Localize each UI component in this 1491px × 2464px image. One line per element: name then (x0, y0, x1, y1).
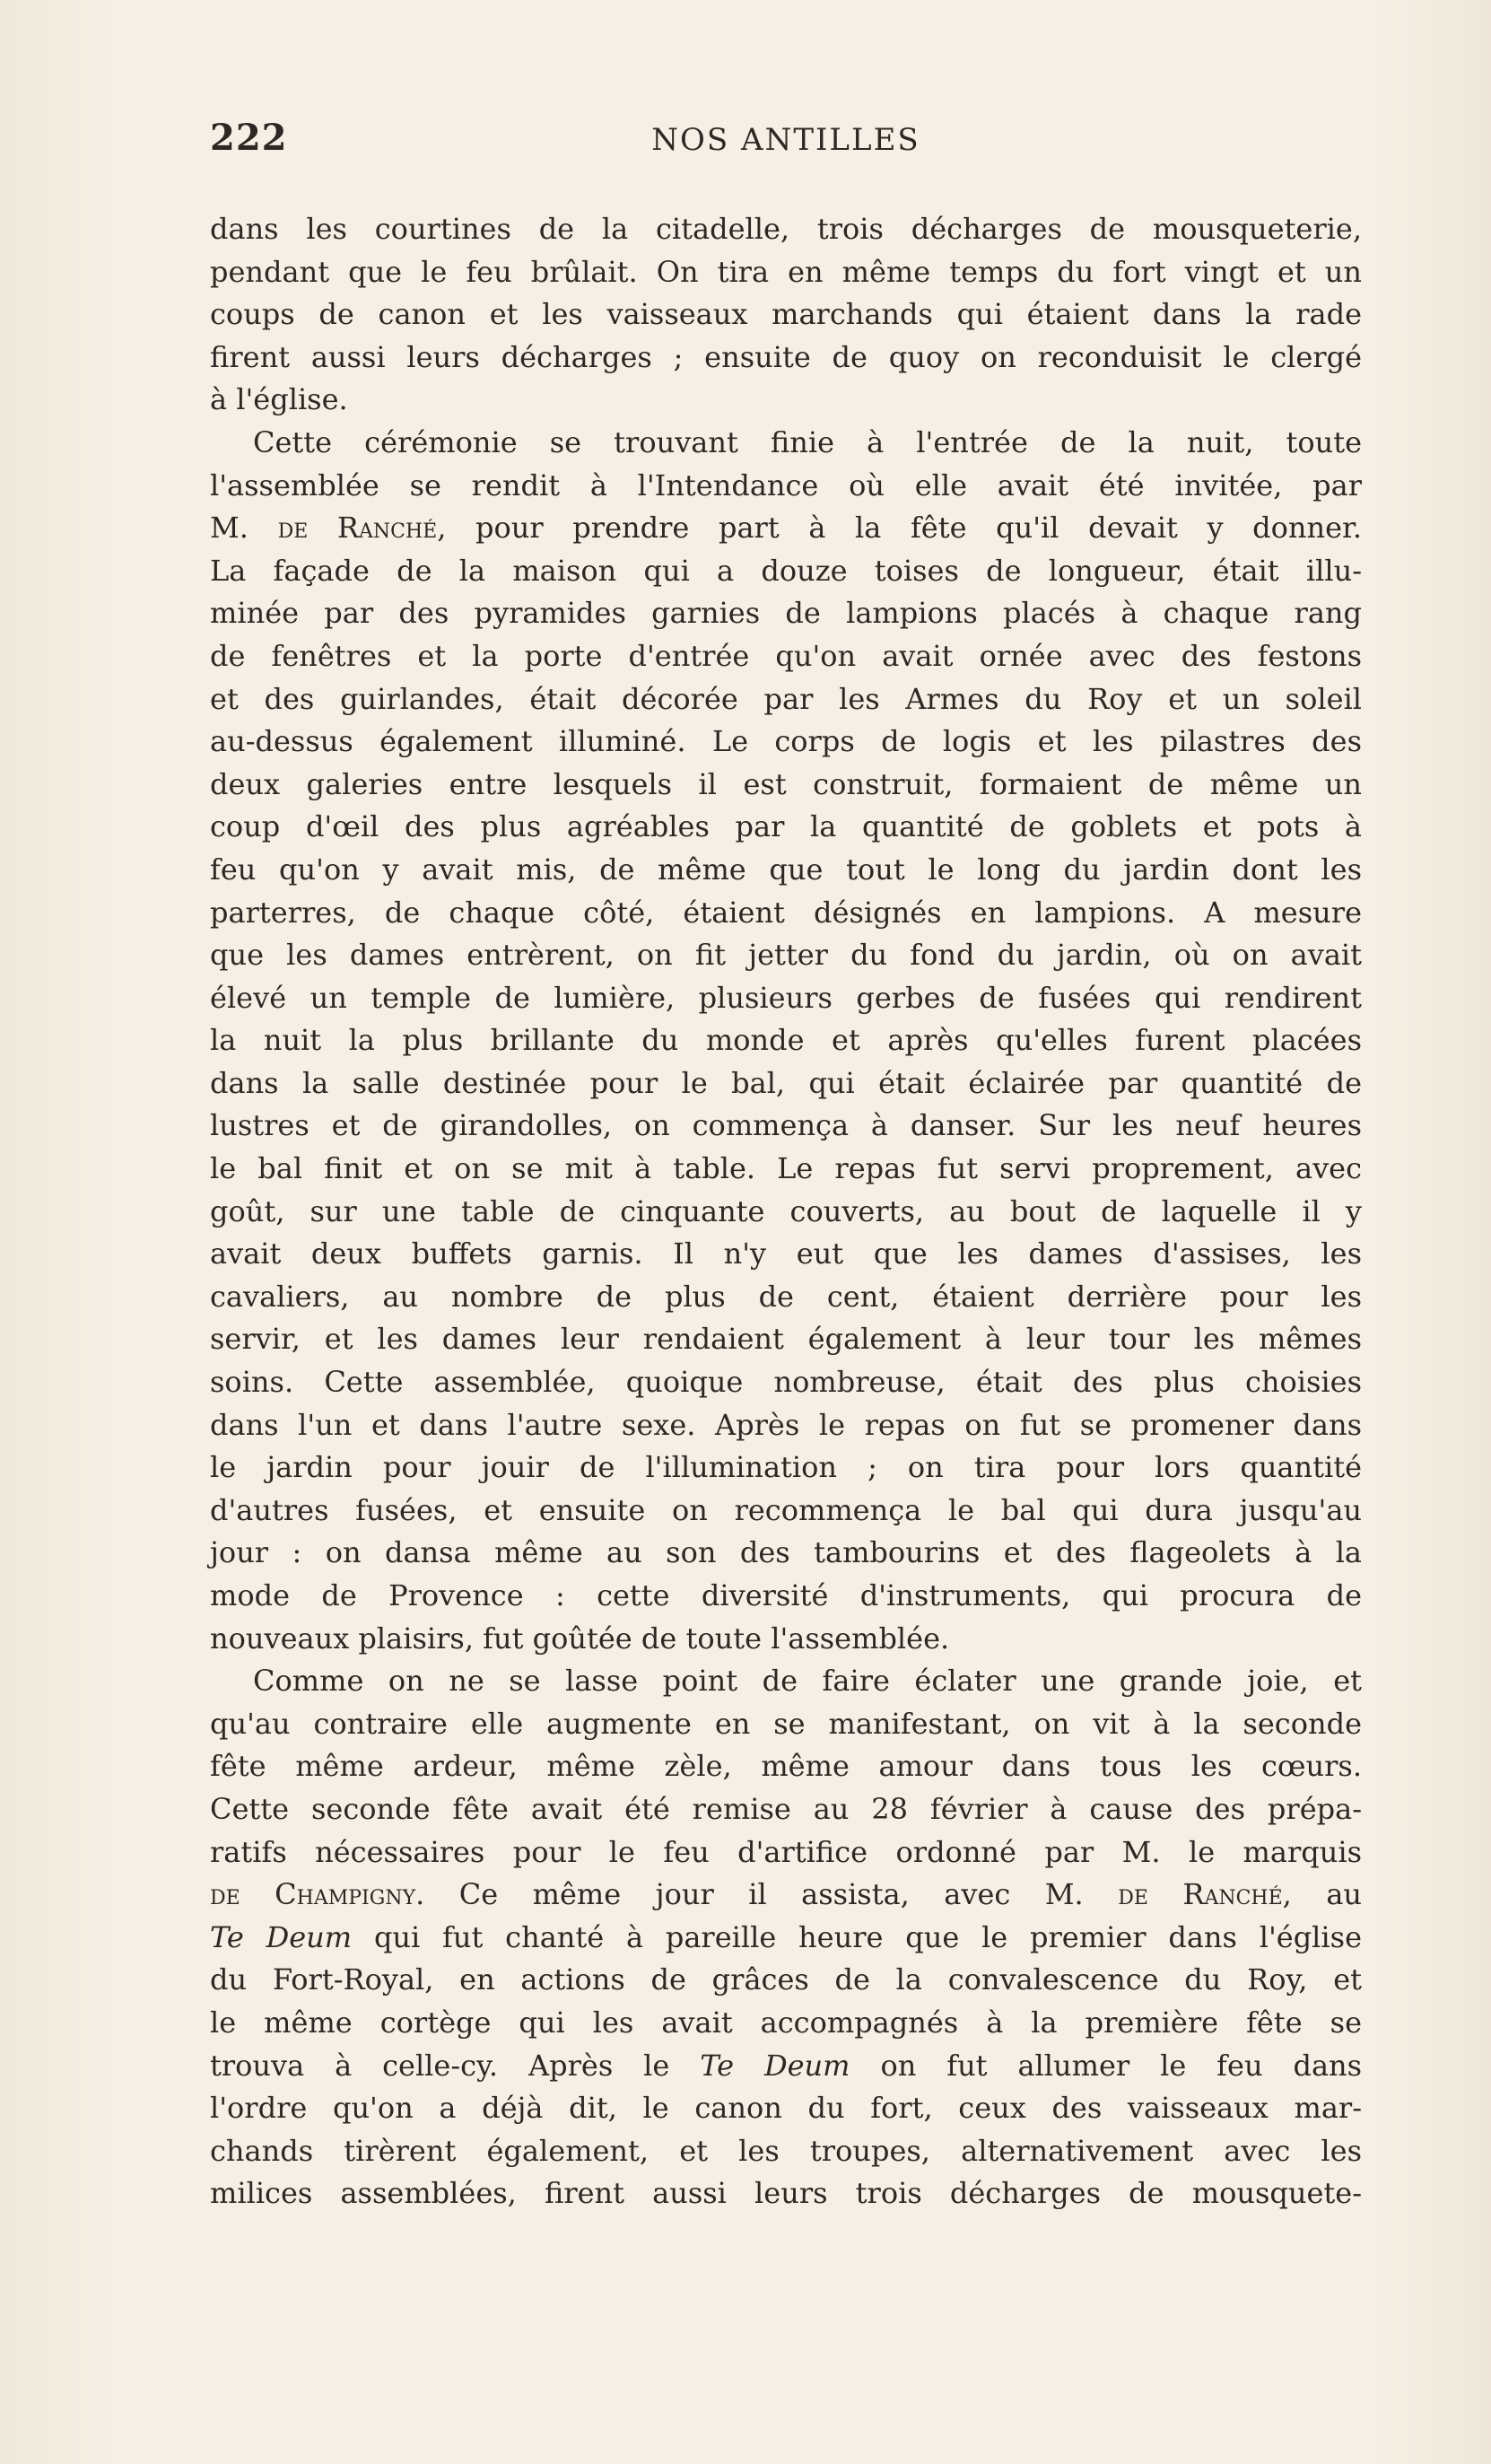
text-line: la nuit la plus brillante du monde et après qu'elles furent placées (210, 1023, 1362, 1058)
text-line: parterres, de chaque côté, étaient désignés en lampions. A mesure (210, 895, 1362, 930)
text-line: La façade de la maison qui a douze toises de longueur, était illu- (210, 553, 1362, 588)
text-line: de Champigny. Ce même jour il assista, avec M. de Ranché, au (210, 1877, 1363, 1912)
text-line: l'ordre qu'on a déjà dit, le canon du fort, ceux des vaisseaux mar- (210, 2091, 1362, 2126)
person-name: de Champigny. (210, 1877, 425, 1912)
person-name: M. de Ranché, (210, 511, 447, 546)
running-title: NOS ANTILLES (651, 122, 920, 158)
text-line: soins. Cette assemblée, quoique nombreuse, était des plus choisies (210, 1365, 1362, 1400)
latin-title: Te Deum (210, 1919, 353, 1954)
text-line: trouva à celle-cy. Après le Te Deum on fut allumer le feu dans (210, 2048, 1363, 2083)
text-line: nouveaux plaisirs, fut goûtée de toute l'assemblée. (210, 1621, 950, 1656)
text-line: Cette cérémonie se trouvant finie à l'entrée de la nuit, toute (253, 424, 1362, 459)
text-line: Cette seconde fête avait été remise au 28 février à cause des prépa- (210, 1791, 1362, 1826)
text-line: firent aussi leurs décharges ; ensuite de quoy on reconduisit le clergé (210, 339, 1362, 374)
text-line: Te Deum qui fut chanté à pareille heure que le premier dans l'église (210, 1919, 1363, 1954)
text-line: dans l'un et dans l'autre sexe. Après le repas on fut se promener dans (210, 1407, 1362, 1442)
text-line: fête même ardeur, même zèle, même amour dans tous les cœurs. (210, 1749, 1362, 1784)
text-line: minée par des pyramides garnies de lampions placés à chaque rang (210, 596, 1362, 631)
text-line: d'autres fusées, et ensuite on recommença le bal qui dura jusqu'au (210, 1492, 1362, 1527)
text-line: élevé un temple de lumière, plusieurs gerbes de fusées qui rendirent (210, 980, 1362, 1015)
text-line: milices assemblées, firent aussi leurs trois décharges de mousquete- (210, 2176, 1362, 2211)
text-line: M. de Ranché, pour prendre part à la fête qu'il devait y donner. (210, 511, 1363, 546)
latin-title: Te Deum (700, 2048, 850, 2083)
text-line: ratifs nécessaires pour le feu d'artifice ordonné par M. le marquis (210, 1834, 1362, 1869)
text-line: lustres et de girandolles, on commença à danser. Sur les neuf heures (210, 1108, 1362, 1143)
page-number: 222 (210, 117, 288, 159)
text-line: feu qu'on y avait mis, de même que tout le long du jardin dont les (210, 852, 1362, 887)
text-line: au-dessus également illuminé. Le corps de logis et les pilastres des (210, 724, 1362, 759)
text-line: qu'au contraire elle augmente en se manifestant, on vit à la seconde (210, 1706, 1362, 1741)
text-line: coups de canon et les vaisseaux marchands qui étaient dans la rade (210, 297, 1362, 332)
text-line: le jardin pour jouir de l'illumination ; on tira pour lors quantité (210, 1450, 1362, 1485)
text-line: jour : on dansa même au son des tambourins et des flageolets à la (210, 1535, 1362, 1570)
text-line: que les dames entrèrent, on fit jetter du fond du jardin, où on avait (210, 938, 1362, 973)
text-line: le même cortège qui les avait accompagnés à la première fête se (210, 2005, 1362, 2040)
body-text (210, 208, 1362, 2215)
text-line: dans la salle destinée pour le bal, qui était éclairée par quantité de (210, 1065, 1362, 1100)
text-line: et des guirlandes, était décorée par les Armes du Roy et un soleil (210, 681, 1362, 716)
text-line: de fenêtres et la porte d'entrée qu'on avait ornée avec des festons (210, 638, 1362, 673)
text-line: le bal finit et on se mit à table. Le repas fut servi proprement, avec (210, 1151, 1362, 1186)
text-line: mode de Provence : cette diversité d'instruments, qui procura de (210, 1578, 1362, 1612)
page-header (210, 117, 1362, 170)
text-line: l'assemblée se rendit à l'Intendance où elle avait été invitée, par (210, 467, 1362, 502)
text-line: goût, sur une table de cinquante couverts, au bout de laquelle il y (210, 1193, 1362, 1228)
text-line: servir, et les dames leur rendaient également à leur tour les mêmes (210, 1322, 1362, 1357)
person-name: de Ranché, (1118, 1877, 1292, 1912)
text-line: cavaliers, au nombre de plus de cent, étaient derrière pour les (210, 1279, 1362, 1314)
text-line: du Fort-Royal, en actions de grâces de la convalescence du Roy, et (210, 1962, 1362, 1997)
text-line: pendant que le feu brûlait. On tira en même temps du fort vingt et un (210, 254, 1362, 289)
text-line: coup d'œil des plus agréables par la quantité de goblets et pots à (210, 809, 1362, 844)
text-line: dans les courtines de la citadelle, trois décharges de mousqueterie, (210, 212, 1362, 246)
text-line: avait deux buffets garnis. Il n'y eut que les dames d'assises, les (210, 1236, 1362, 1271)
text-line: à l'église. (210, 382, 348, 417)
text-line: chands tirèrent également, et les troupes, alternativement avec les (210, 2133, 1362, 2168)
text-line: Comme on ne se lasse point de faire éclater une grande joie, et (253, 1664, 1362, 1699)
text-line: deux galeries entre lesquels il est construit, formaient de même un (210, 766, 1362, 801)
